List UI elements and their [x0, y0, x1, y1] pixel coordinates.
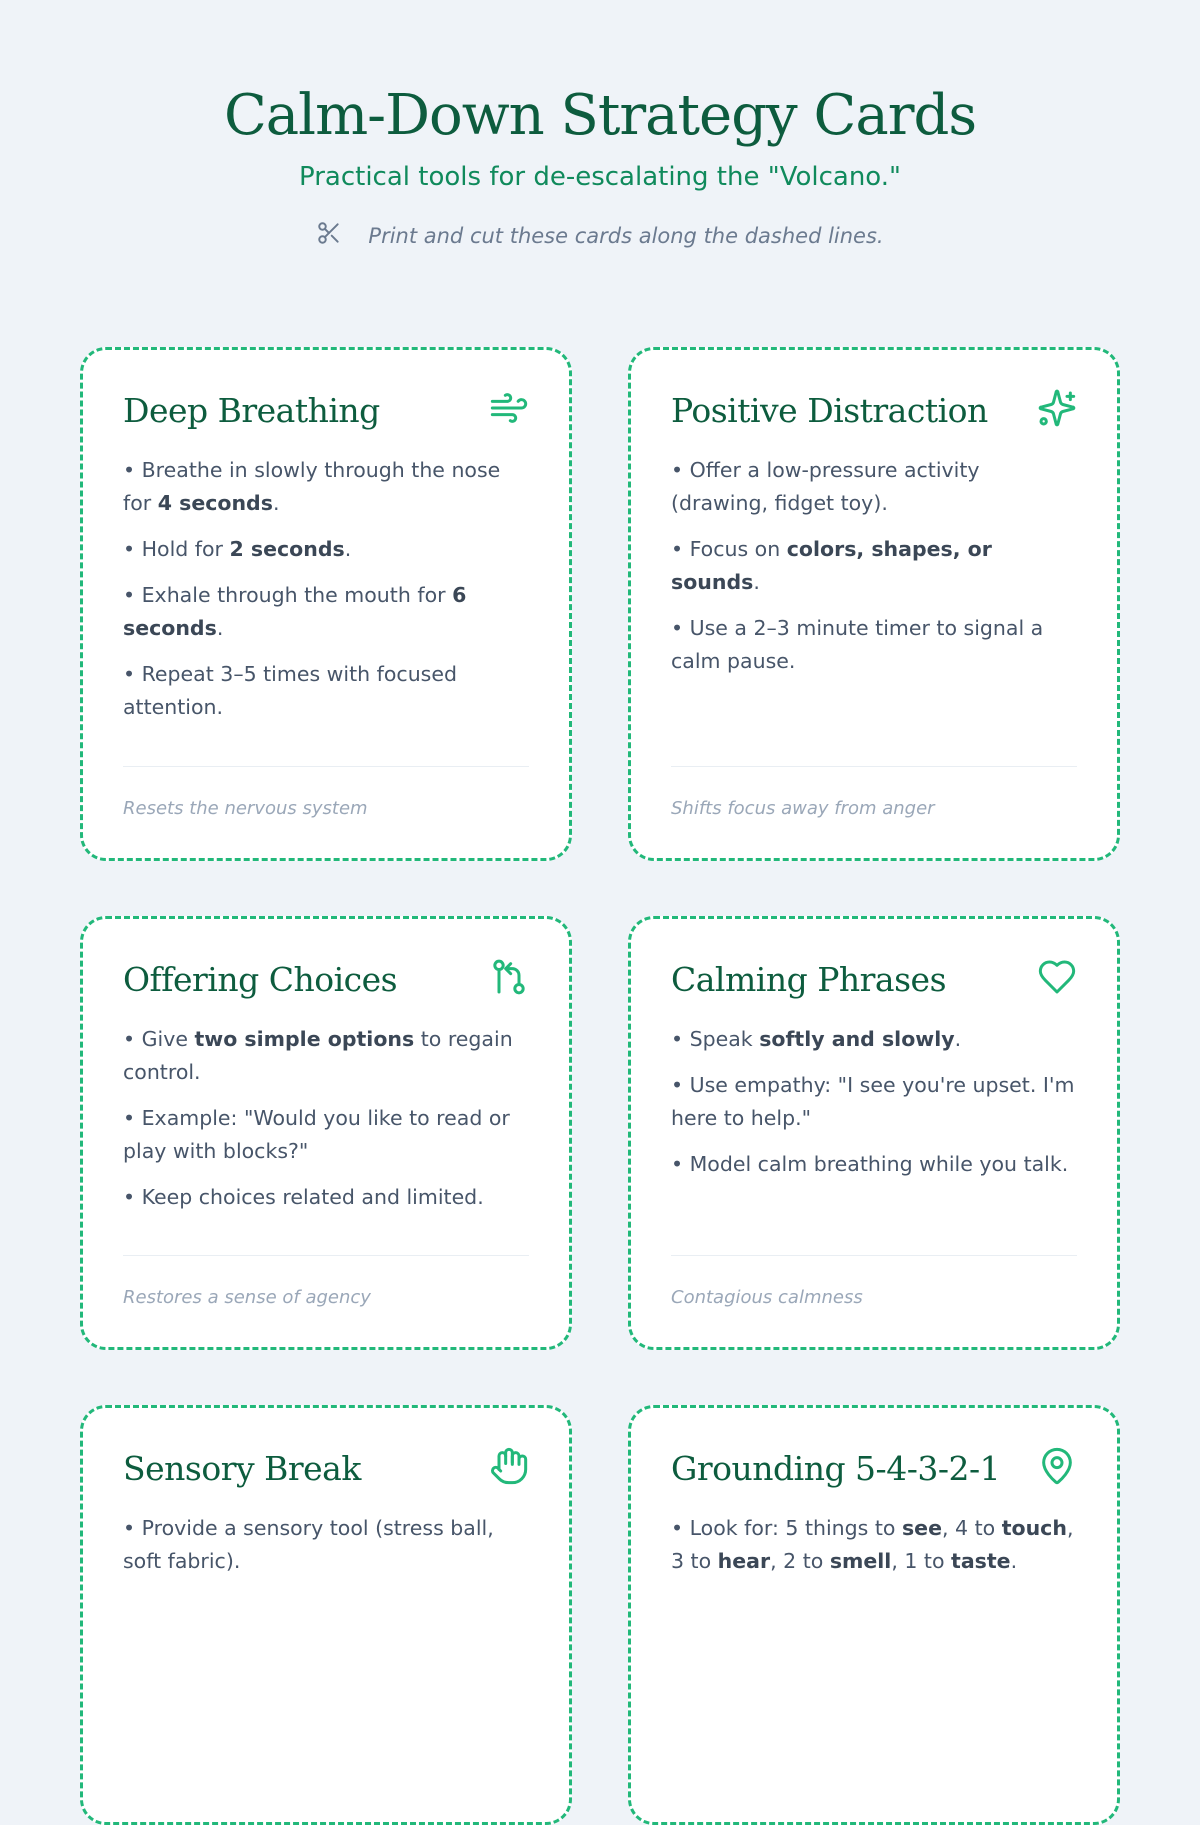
card-title: Sensory Break: [123, 1449, 361, 1488]
instruction-text: Print and cut these cards along the dashed lines.: [368, 223, 884, 248]
card-bullet: • Focus on colors, shapes, or sounds.: [671, 537, 992, 594]
card-positive-distraction: [628, 347, 1120, 861]
card-bullet: • Look for: 5 things to see, 4 to touch, 3 to hear, 2 to smell, 1 to taste.: [671, 1516, 1074, 1573]
card-title: Calming Phrases: [671, 960, 946, 999]
card-bullet: • Use a 2–3 minute timer to signal a calm pause.: [671, 616, 1044, 673]
hand-icon: [489, 1446, 529, 1486]
card-bullets: [123, 454, 529, 724]
card-deep-breathing: [80, 347, 572, 861]
heart-icon: [1037, 957, 1077, 997]
card-calming-phrases: [628, 916, 1120, 1350]
card-offering-choices: [80, 916, 572, 1350]
card-bullet: • Provide a sensory tool (stress ball, soft fabric).: [123, 1516, 494, 1573]
page-header: [0, 0, 1200, 251]
card-bullet: • Give two simple options to regain control.: [123, 1027, 513, 1084]
git-compare-icon: [489, 957, 529, 997]
print-instruction: [0, 220, 1200, 251]
card-bullet: • Example: "Would you like to read or play with blocks?": [123, 1106, 510, 1163]
card-bullets: [671, 1512, 1077, 1578]
card-bullet: • Model calm breathing while you talk.: [671, 1152, 1069, 1176]
sparkles-icon: [1037, 388, 1077, 428]
card-divider: [123, 1255, 529, 1256]
card-divider: [123, 766, 529, 767]
map-pin-icon: [1037, 1446, 1077, 1486]
card-footnote: Resets the nervous system: [123, 798, 368, 819]
card-title: Deep Breathing: [123, 391, 380, 430]
card-bullet: • Offer a low-pressure activity (drawing, fidget toy).: [671, 458, 980, 515]
card-title: Offering Choices: [123, 960, 398, 999]
card-bullets: [671, 1023, 1077, 1181]
card-bullet: • Hold for 2 seconds.: [123, 537, 352, 561]
card-bullet: • Repeat 3–5 times with focused attention.: [123, 662, 457, 719]
scissors-icon: [316, 220, 342, 251]
card-bullet: • Keep choices related and limited.: [123, 1185, 484, 1209]
card-grounding: [628, 1405, 1120, 1825]
card-bullets: [671, 454, 1077, 678]
card-footnote: Shifts focus away from anger: [671, 798, 935, 819]
card-footnote: Restores a sense of agency: [123, 1287, 371, 1308]
card-divider: [671, 766, 1077, 767]
card-title: Grounding 5-4-3-2-1: [671, 1449, 1001, 1488]
card-bullet: • Breathe in slowly through the nose for 4 seconds.: [123, 458, 501, 515]
card-footnote: Contagious calmness: [671, 1287, 863, 1308]
wind-icon: [489, 388, 529, 428]
card-sensory-break: [80, 1405, 572, 1825]
card-title: Positive Distraction: [671, 391, 988, 430]
page-subtitle: Practical tools for de-escalating the "Volcano.": [299, 162, 901, 192]
card-bullet: • Exhale through the mouth for 6 seconds.: [123, 583, 467, 640]
card-bullet: • Speak softly and slowly.: [671, 1027, 962, 1051]
card-bullet: • Use empathy: "I see you're upset. I'm here to help.": [671, 1073, 1075, 1130]
card-bullets: [123, 1512, 529, 1578]
page-title: Calm-Down Strategy Cards: [223, 83, 977, 148]
card-divider: [671, 1255, 1077, 1256]
card-bullets: [123, 1023, 529, 1214]
